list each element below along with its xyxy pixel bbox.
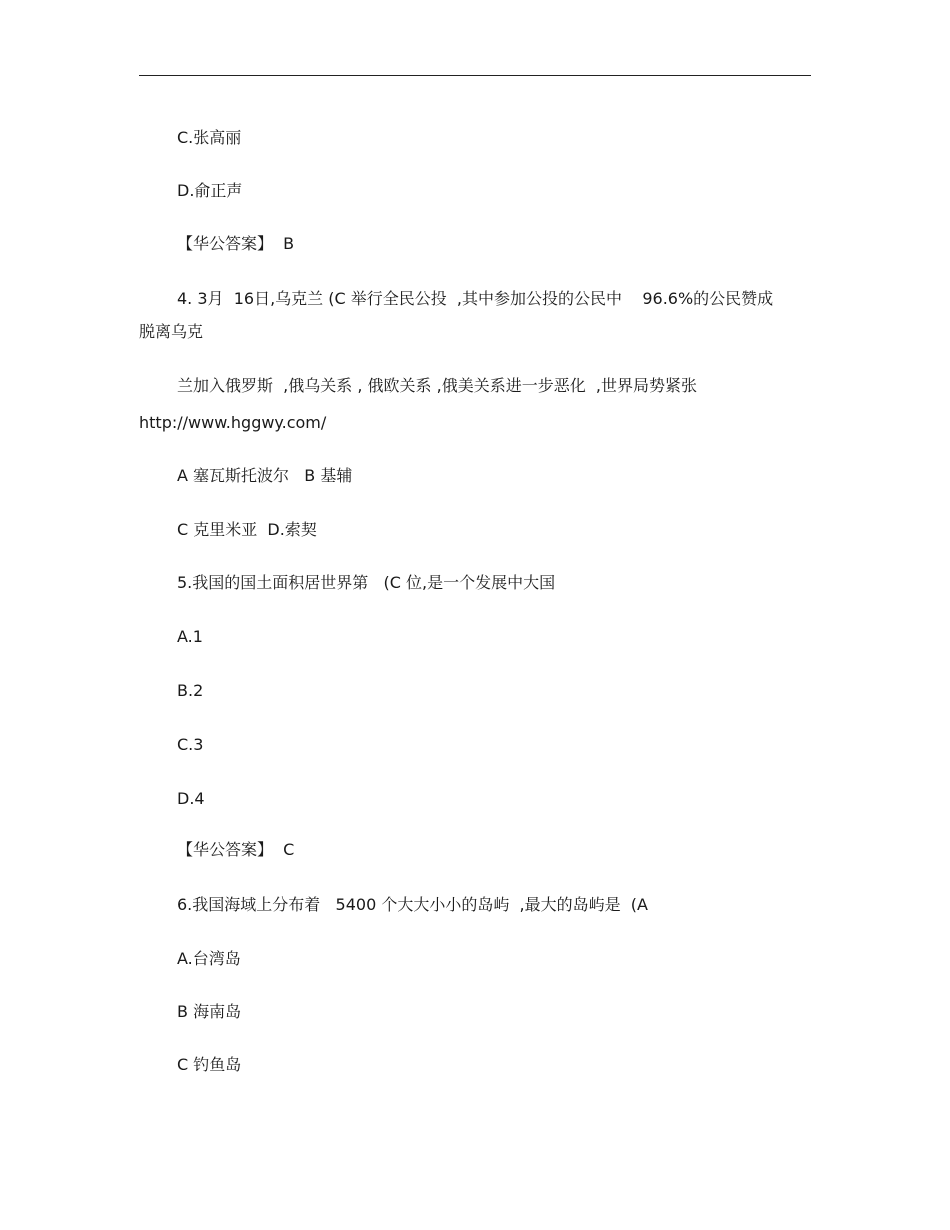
options-c-d: C 克里米亚 D.索契	[177, 520, 317, 539]
option-a-taiwan: A.台湾岛	[177, 949, 241, 968]
question-5: 5.我国的国土面积居世界第 (C 位,是一个发展中大国	[177, 573, 556, 592]
header-rule	[139, 75, 811, 76]
question-6: 6.我国海域上分布着 5400 个大大小小的岛屿 ,最大的岛屿是 (A	[177, 895, 648, 914]
option-c-3: C.3	[177, 735, 204, 754]
option-b-hainan: B 海南岛	[177, 1002, 242, 1021]
source-url: http://www.hggwy.com/	[139, 413, 327, 432]
answer-line: 【华公答案】 C	[177, 840, 295, 859]
option-c-diaoyu: C 钓鱼岛	[177, 1055, 242, 1074]
answer-line: 【华公答案】 B	[177, 234, 295, 253]
option-b-2: B.2	[177, 681, 204, 700]
option-d-yu-zhengsheng: D.俞正声	[177, 181, 243, 200]
options-a-b: A 塞瓦斯托波尔 B 基辅	[177, 466, 353, 485]
option-d-4: D.4	[177, 789, 205, 808]
question-4-line-1: 4. 3月 16日,乌克兰 (C 举行全民公投 ,其中参加公投的公民中 96.6%的公民赞成	[177, 289, 774, 308]
option-a-1: A.1	[177, 627, 203, 646]
question-4-line-2: 脱离乌克	[139, 322, 204, 341]
option-c-zhang-gaoli: C.张高丽	[177, 128, 242, 147]
question-4-line-3: 兰加入俄罗斯 ,俄乌关系 , 俄欧关系 ,俄美关系进一步恶化 ,世界局势紧张	[177, 376, 697, 395]
